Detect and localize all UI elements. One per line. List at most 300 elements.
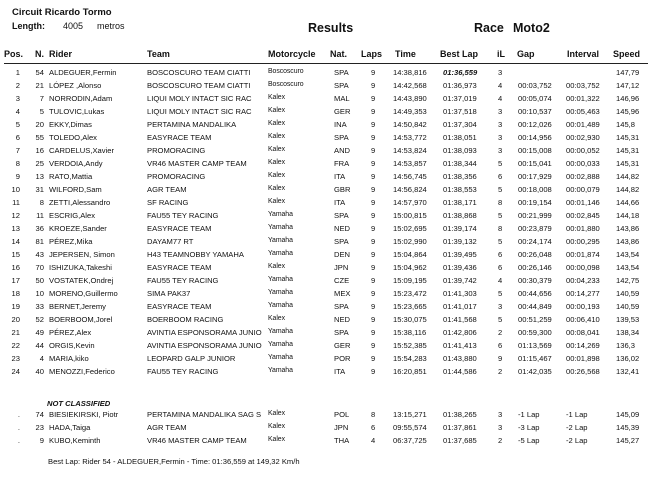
cell-motorcycle: Kalex <box>268 119 285 127</box>
cell-team: PROMORACING <box>147 171 206 181</box>
cell-rider: MORENO,Guillermo <box>49 288 118 298</box>
cell-number: 20 <box>35 119 44 129</box>
cell-time: 14:49,353 <box>393 106 427 116</box>
cell-laps: 8 <box>371 410 376 419</box>
cell-gap: 00:15,008 <box>518 145 552 155</box>
cell-nationality: ITA <box>334 366 346 376</box>
cell-gap: 01:13,569 <box>518 340 552 350</box>
result-row <box>0 302 652 315</box>
cell-speed: 143,54 <box>616 262 640 272</box>
cell-pos: 19 <box>11 301 20 311</box>
cell-motorcycle: Kalex <box>268 106 285 114</box>
cell-gap: 00:12,026 <box>518 119 552 129</box>
col-pos: Pos. <box>4 49 24 59</box>
cell-best-lap: 01:37,685 <box>443 435 477 445</box>
cell-best-lap: 01:43,880 <box>443 353 477 363</box>
cell-rider: KROEZE,Sander <box>49 223 107 233</box>
cell-laps: 9 <box>371 236 376 246</box>
not-classified-row <box>0 423 652 436</box>
cell-rider: TULOVIC,Lukas <box>49 106 105 116</box>
cell-nationality: POL <box>334 410 350 419</box>
cell-laps: 9 <box>371 80 376 90</box>
cell-time: 15:04,864 <box>393 249 427 259</box>
cell-interval: 00:01,880 <box>566 223 600 233</box>
cell-motorcycle: Kalex <box>268 410 285 417</box>
not-classified-heading: NOT CLASSIFIED <box>47 399 111 408</box>
cell-laps: 9 <box>371 158 376 168</box>
cell-laps: 9 <box>371 275 376 285</box>
result-row <box>0 276 652 289</box>
cell-nationality: GER <box>334 106 351 116</box>
cell-interval: 00:01,489 <box>566 119 600 129</box>
cell-best-lap: 01:37,861 <box>443 422 477 432</box>
cell-motorcycle: Kalex <box>268 158 285 166</box>
result-row <box>0 68 652 81</box>
cell-laps: 9 <box>371 353 376 363</box>
cell-nationality: SPA <box>334 210 349 220</box>
col-rider: Rider <box>49 49 73 59</box>
not-classified-row <box>0 410 652 423</box>
category-label: Moto2 <box>513 21 550 35</box>
cell-time: 14:38,816 <box>393 68 427 77</box>
cell-speed: 145,8 <box>616 119 636 129</box>
cell-rider: WILFORD,Sam <box>49 184 102 194</box>
cell-nationality: SPA <box>334 236 349 246</box>
cell-il: 3 <box>498 106 503 116</box>
cell-speed: 139,53 <box>616 314 640 324</box>
cell-interval: -2 Lap <box>566 435 588 445</box>
cell-speed: 136,02 <box>616 353 640 363</box>
cell-motorcycle: Kalex <box>268 262 285 270</box>
cell-interval: -2 Lap <box>566 422 588 432</box>
cell-gap: 01:42,035 <box>518 366 552 376</box>
cell-number: 54 <box>35 68 44 77</box>
cell-interval: 00:00,193 <box>566 301 600 311</box>
length-unit: metros <box>97 21 125 31</box>
cell-team: PROMORACING <box>147 145 206 155</box>
cell-nationality: DEN <box>334 249 351 259</box>
cell-team: AGR TEAM <box>147 184 187 194</box>
cell-time: 14:43,890 <box>393 93 427 103</box>
cell-il: 6 <box>498 249 503 259</box>
cell-nationality: AND <box>334 145 351 155</box>
cell-team: AVINTIA ESPONSORAMA JUNIO <box>147 327 262 337</box>
cell-best-lap: 01:41,413 <box>443 340 477 350</box>
cell-number: 13 <box>35 171 44 181</box>
cell-interval: -1 Lap <box>566 410 588 419</box>
col-il: iL <box>497 49 505 59</box>
cell-gap: 00:44,656 <box>518 288 552 298</box>
cell-interval: 00:08,041 <box>566 327 600 337</box>
cell-il: 8 <box>498 197 503 207</box>
cell-time: 15:00,815 <box>393 210 427 220</box>
cell-number: 11 <box>36 210 44 220</box>
cell-pos: 11 <box>12 197 20 207</box>
cell-pos: 8 <box>15 158 20 168</box>
cell-pos: 17 <box>11 275 20 285</box>
cell-pos: . <box>17 410 20 419</box>
cell-speed: 140,59 <box>616 288 640 298</box>
col-laps: Laps <box>361 49 383 59</box>
cell-nationality: NED <box>334 223 351 233</box>
cell-pos: 2 <box>15 80 20 90</box>
cell-laps: 9 <box>371 68 376 77</box>
cell-pos: 23 <box>11 353 20 363</box>
cell-number: 5 <box>39 106 44 116</box>
result-row <box>0 263 652 276</box>
cell-laps: 9 <box>371 327 376 337</box>
result-row <box>0 250 652 263</box>
cell-best-lap: 01:37,518 <box>443 106 477 116</box>
cell-pos: 18 <box>11 288 20 298</box>
cell-laps: 9 <box>371 249 376 259</box>
cell-laps: 9 <box>371 340 376 350</box>
cell-best-lap: 01:39,436 <box>443 262 477 272</box>
cell-motorcycle: Yamaha <box>268 366 293 374</box>
cell-speed: 145,31 <box>616 145 640 155</box>
cell-gap: 00:21,999 <box>518 210 552 220</box>
cell-gap: 00:18,008 <box>518 184 552 194</box>
cell-best-lap: 01:39,174 <box>443 223 477 233</box>
cell-laps: 9 <box>371 132 376 142</box>
result-row <box>0 289 652 302</box>
result-row <box>0 133 652 146</box>
cell-time: 15:02,695 <box>393 223 427 233</box>
cell-time: 15:09,195 <box>393 275 427 285</box>
cell-number: 33 <box>35 301 44 311</box>
cell-best-lap: 01:38,051 <box>443 132 477 142</box>
result-row <box>0 159 652 172</box>
cell-rider: LÓPEZ ,Alonso <box>49 80 102 90</box>
cell-laps: 9 <box>371 106 376 116</box>
cell-team: BOSCOSCURO TEAM CIATTI <box>147 68 251 77</box>
cell-number: 31 <box>35 184 44 194</box>
cell-rider: PÉREZ,Alex <box>49 327 92 337</box>
cell-laps: 9 <box>371 262 376 272</box>
cell-number: 40 <box>35 366 44 376</box>
cell-number: 7 <box>39 93 44 103</box>
cell-speed: 144,66 <box>616 197 640 207</box>
cell-laps: 9 <box>371 93 376 103</box>
cell-time: 14:53,772 <box>393 132 427 142</box>
cell-nationality: POR <box>334 353 351 363</box>
cell-best-lap: 01:44,586 <box>443 366 477 376</box>
cell-best-lap: 01:41,017 <box>443 301 477 311</box>
cell-pos: 9 <box>15 171 20 181</box>
cell-rider: EKKY,Dimas <box>49 119 92 129</box>
cell-nationality: JPN <box>334 422 349 432</box>
cell-laps: 9 <box>371 197 376 207</box>
cell-team: PERTAMINA MANDALIKA <box>147 119 237 129</box>
cell-pos: 10 <box>11 184 20 194</box>
cell-time: 14:42,568 <box>393 80 427 90</box>
cell-il: 6 <box>498 340 503 350</box>
result-row <box>0 224 652 237</box>
cell-number: 43 <box>35 249 44 259</box>
cell-laps: 9 <box>371 314 376 324</box>
cell-time: 06:37,725 <box>393 435 427 445</box>
cell-nationality: NED <box>334 314 351 324</box>
cell-nationality: MAL <box>334 93 350 103</box>
col-interval: Interval <box>567 49 600 59</box>
cell-number: 25 <box>35 158 44 168</box>
page-title: Results <box>308 21 354 35</box>
cell-nationality: GBR <box>334 184 351 194</box>
cell-speed: 142,75 <box>616 275 640 285</box>
cell-nationality: JPN <box>334 262 349 272</box>
cell-motorcycle: Yamaha <box>268 340 293 348</box>
cell-laps: 9 <box>371 171 376 181</box>
cell-gap: 00:17,929 <box>518 171 552 181</box>
cell-interval: 00:02,845 <box>566 210 600 220</box>
col-motorcycle: Motorcycle <box>268 49 316 59</box>
cell-rider: KUBO,Keminth <box>49 435 101 445</box>
cell-nationality: MEX <box>334 288 351 298</box>
cell-interval: 00:02,930 <box>566 132 600 142</box>
cell-motorcycle: Kalex <box>268 145 285 153</box>
cell-pos: 7 <box>15 145 20 155</box>
cell-speed: 145,96 <box>616 106 640 116</box>
cell-rider: HADA,Taiga <box>49 422 91 432</box>
cell-gap: 00:03,752 <box>518 80 552 90</box>
cell-laps: 6 <box>371 422 376 432</box>
cell-motorcycle: Yamaha <box>268 275 293 283</box>
cell-rider: JEPERSEN, Simon <box>49 249 115 259</box>
cell-number: 4 <box>39 353 44 363</box>
result-row <box>0 211 652 224</box>
cell-pos: 22 <box>11 340 20 350</box>
col-speed: Speed <box>613 49 641 59</box>
result-row <box>0 341 652 354</box>
cell-speed: 144,82 <box>616 171 640 181</box>
cell-nationality: THA <box>334 435 350 445</box>
cell-gap: 00:19,154 <box>518 197 552 207</box>
cell-motorcycle: Yamaha <box>268 210 293 218</box>
cell-time: 14:56,745 <box>393 171 427 181</box>
cell-time: 16:20,851 <box>393 366 427 376</box>
cell-gap: 00:26,146 <box>518 262 552 272</box>
cell-rider: MARIA,kiko <box>49 353 89 363</box>
cell-time: 15:54,283 <box>393 353 427 363</box>
cell-team: AVINTIA ESPONSORAMA JUNIO <box>147 340 262 350</box>
cell-gap: 00:30,379 <box>518 275 552 285</box>
cell-motorcycle: Yamaha <box>268 288 293 296</box>
cell-il: 2 <box>498 327 503 337</box>
cell-number: 49 <box>35 327 44 337</box>
cell-best-lap: 01:38,868 <box>443 210 477 220</box>
cell-best-lap: 01:39,495 <box>443 249 477 259</box>
cell-speed: 145,31 <box>616 132 640 142</box>
result-row <box>0 328 652 341</box>
cell-motorcycle: Boscoscuro <box>268 68 304 75</box>
cell-il: 3 <box>498 132 503 142</box>
cell-laps: 9 <box>371 210 376 220</box>
cell-gap: -1 Lap <box>518 410 540 419</box>
cell-time: 15:23,472 <box>393 288 427 298</box>
cell-il: 3 <box>498 410 503 419</box>
result-row <box>0 315 652 328</box>
cell-interval: 00:05,463 <box>566 106 600 116</box>
cell-speed: 140,59 <box>616 301 640 311</box>
cell-speed: 144,82 <box>616 184 640 194</box>
cell-il: 4 <box>498 80 503 90</box>
cell-gap: 00:26,048 <box>518 249 552 259</box>
cell-speed: 146,96 <box>616 93 640 103</box>
cell-number: 44 <box>35 340 44 350</box>
cell-number: 52 <box>35 314 44 324</box>
cell-interval: 00:00,033 <box>566 158 600 168</box>
cell-best-lap: 01:41,568 <box>443 314 477 324</box>
cell-best-lap: 01:42,806 <box>443 327 477 337</box>
cell-laps: 9 <box>371 288 376 298</box>
cell-rider: ORGIS,Kevin <box>49 340 95 350</box>
cell-speed: 145,39 <box>616 422 640 432</box>
cell-motorcycle: Kalex <box>268 171 285 179</box>
cell-team: SIMA PAK37 <box>147 288 191 298</box>
cell-il: 3 <box>498 68 503 77</box>
cell-il: 8 <box>498 223 503 233</box>
cell-gap: -5 Lap <box>518 435 540 445</box>
cell-motorcycle: Yamaha <box>268 301 293 309</box>
cell-time: 15:30,075 <box>393 314 427 324</box>
cell-number: 55 <box>35 132 44 142</box>
result-row <box>0 172 652 185</box>
col-best-lap: Best Lap <box>440 49 479 59</box>
cell-nationality: ITA <box>334 171 346 181</box>
cell-best-lap: 01:38,265 <box>443 410 477 419</box>
cell-number: 74 <box>35 410 44 419</box>
cell-interval: 00:00,052 <box>566 145 600 155</box>
cell-interval: 00:14,269 <box>566 340 600 350</box>
cell-team: EASYRACE TEAM <box>147 132 212 142</box>
cell-il: 3 <box>498 119 503 129</box>
col-time: Time <box>395 49 416 59</box>
cell-time: 13:15,271 <box>393 410 427 419</box>
cell-nationality: GER <box>334 340 351 350</box>
cell-team: FAU55 TEY RACING <box>147 275 219 285</box>
cell-number: 70 <box>35 262 44 272</box>
cell-team: AGR TEAM <box>147 422 187 432</box>
cell-gap: 00:23,879 <box>518 223 552 233</box>
cell-motorcycle: Kalex <box>268 435 285 443</box>
cell-pos: . <box>17 422 20 432</box>
cell-nationality: ITA <box>334 197 346 207</box>
cell-gap: 00:15,041 <box>518 158 552 168</box>
cell-number: 9 <box>39 435 44 445</box>
cell-number: 81 <box>35 236 44 246</box>
cell-nationality: CZE <box>334 275 350 285</box>
cell-time: 14:56,824 <box>393 184 427 194</box>
cell-motorcycle: Yamaha <box>268 223 293 231</box>
cell-il: 6 <box>498 171 503 181</box>
cell-rider: BOERBOOM,Jorel <box>49 314 113 324</box>
cell-team: SF RACING <box>147 197 189 207</box>
result-row <box>0 146 652 159</box>
cell-pos: 12 <box>11 210 20 220</box>
cell-number: 16 <box>35 145 44 155</box>
cell-laps: 9 <box>371 223 376 233</box>
cell-best-lap: 01:41,303 <box>443 288 477 298</box>
cell-gap: 00:51,259 <box>518 314 552 324</box>
cell-number: 36 <box>35 223 44 233</box>
result-row <box>0 94 652 107</box>
cell-team: H43 TEAMNOBBY YAMAHA <box>147 249 244 259</box>
cell-il: 5 <box>498 288 503 298</box>
cell-interval: 00:26,568 <box>566 366 600 376</box>
cell-rider: ISHIZUKA,Takeshi <box>49 262 112 272</box>
cell-il: 5 <box>498 210 503 220</box>
cell-time: 09:55,574 <box>393 422 427 432</box>
cell-speed: 143,86 <box>616 223 640 233</box>
cell-pos: 13 <box>11 223 20 233</box>
cell-time: 15:02,990 <box>393 236 427 246</box>
cell-speed: 136,3 <box>616 340 636 350</box>
cell-interval: 00:03,752 <box>566 80 600 90</box>
cell-speed: 143,54 <box>616 249 640 259</box>
cell-il: 9 <box>498 353 503 363</box>
col-number: N. <box>35 49 44 59</box>
cell-number: 8 <box>39 197 44 207</box>
cell-interval: 00:02,888 <box>566 171 600 181</box>
col-gap: Gap <box>517 49 535 59</box>
cell-motorcycle: Kalex <box>268 197 285 205</box>
cell-interval: 00:14,277 <box>566 288 600 298</box>
cell-rider: ALDEGUER,Fermin <box>49 68 117 77</box>
result-row <box>0 81 652 94</box>
cell-pos: 15 <box>11 249 20 259</box>
cell-motorcycle: Yamaha <box>268 236 293 244</box>
cell-best-lap: 01:38,356 <box>443 171 477 181</box>
cell-pos: 16 <box>11 262 20 272</box>
cell-best-lap: 01:39,132 <box>443 236 477 246</box>
cell-laps: 9 <box>371 119 376 129</box>
cell-rider: CARDELUS,Xavier <box>49 145 114 155</box>
result-row <box>0 198 652 211</box>
cell-motorcycle: Kalex <box>268 314 285 322</box>
cell-best-lap: 01:36,559 <box>443 68 478 77</box>
cell-pos: 21 <box>11 327 20 337</box>
cell-rider: VERDOIA,Andy <box>49 158 103 168</box>
cell-team: LIQUI MOLY INTACT SIC RAC <box>147 106 252 116</box>
circuit-name: Circuit Ricardo Tormo <box>12 7 112 18</box>
cell-motorcycle: Kalex <box>268 93 285 101</box>
cell-il: 3 <box>498 301 503 311</box>
cell-rider: RATO,Mattia <box>49 171 93 181</box>
cell-speed: 145,27 <box>616 435 640 445</box>
cell-time: 15:38,116 <box>393 327 427 337</box>
cell-rider: BIESIEKIRSKI, Piotr <box>49 410 119 419</box>
cell-gap: 00:10,537 <box>518 106 552 116</box>
length-value: 4005 <box>63 21 84 31</box>
cell-motorcycle: Yamaha <box>268 353 293 361</box>
cell-speed: 145,09 <box>616 410 640 419</box>
cell-pos: 24 <box>11 366 20 376</box>
cell-gap: 00:14,956 <box>518 132 552 142</box>
cell-il: 5 <box>498 184 503 194</box>
result-row <box>0 354 652 367</box>
cell-pos: . <box>17 435 20 445</box>
cell-pos: 5 <box>15 119 20 129</box>
cell-il: 5 <box>498 158 503 168</box>
best-lap-footer: Best Lap: Rider 54 - ALDEGUER,Fermin - Time: 01:36,559 at 149,32 Km/h <box>48 457 300 466</box>
result-row <box>0 107 652 120</box>
cell-team: FAU55 TEY RACING <box>147 366 219 376</box>
cell-laps: 9 <box>371 301 376 311</box>
cell-team: DAYAM77 RT <box>147 236 194 246</box>
cell-team: VR46 MASTER CAMP TEAM <box>147 158 247 168</box>
cell-team: EASYRACE TEAM <box>147 223 212 233</box>
cell-best-lap: 01:38,093 <box>443 145 477 155</box>
